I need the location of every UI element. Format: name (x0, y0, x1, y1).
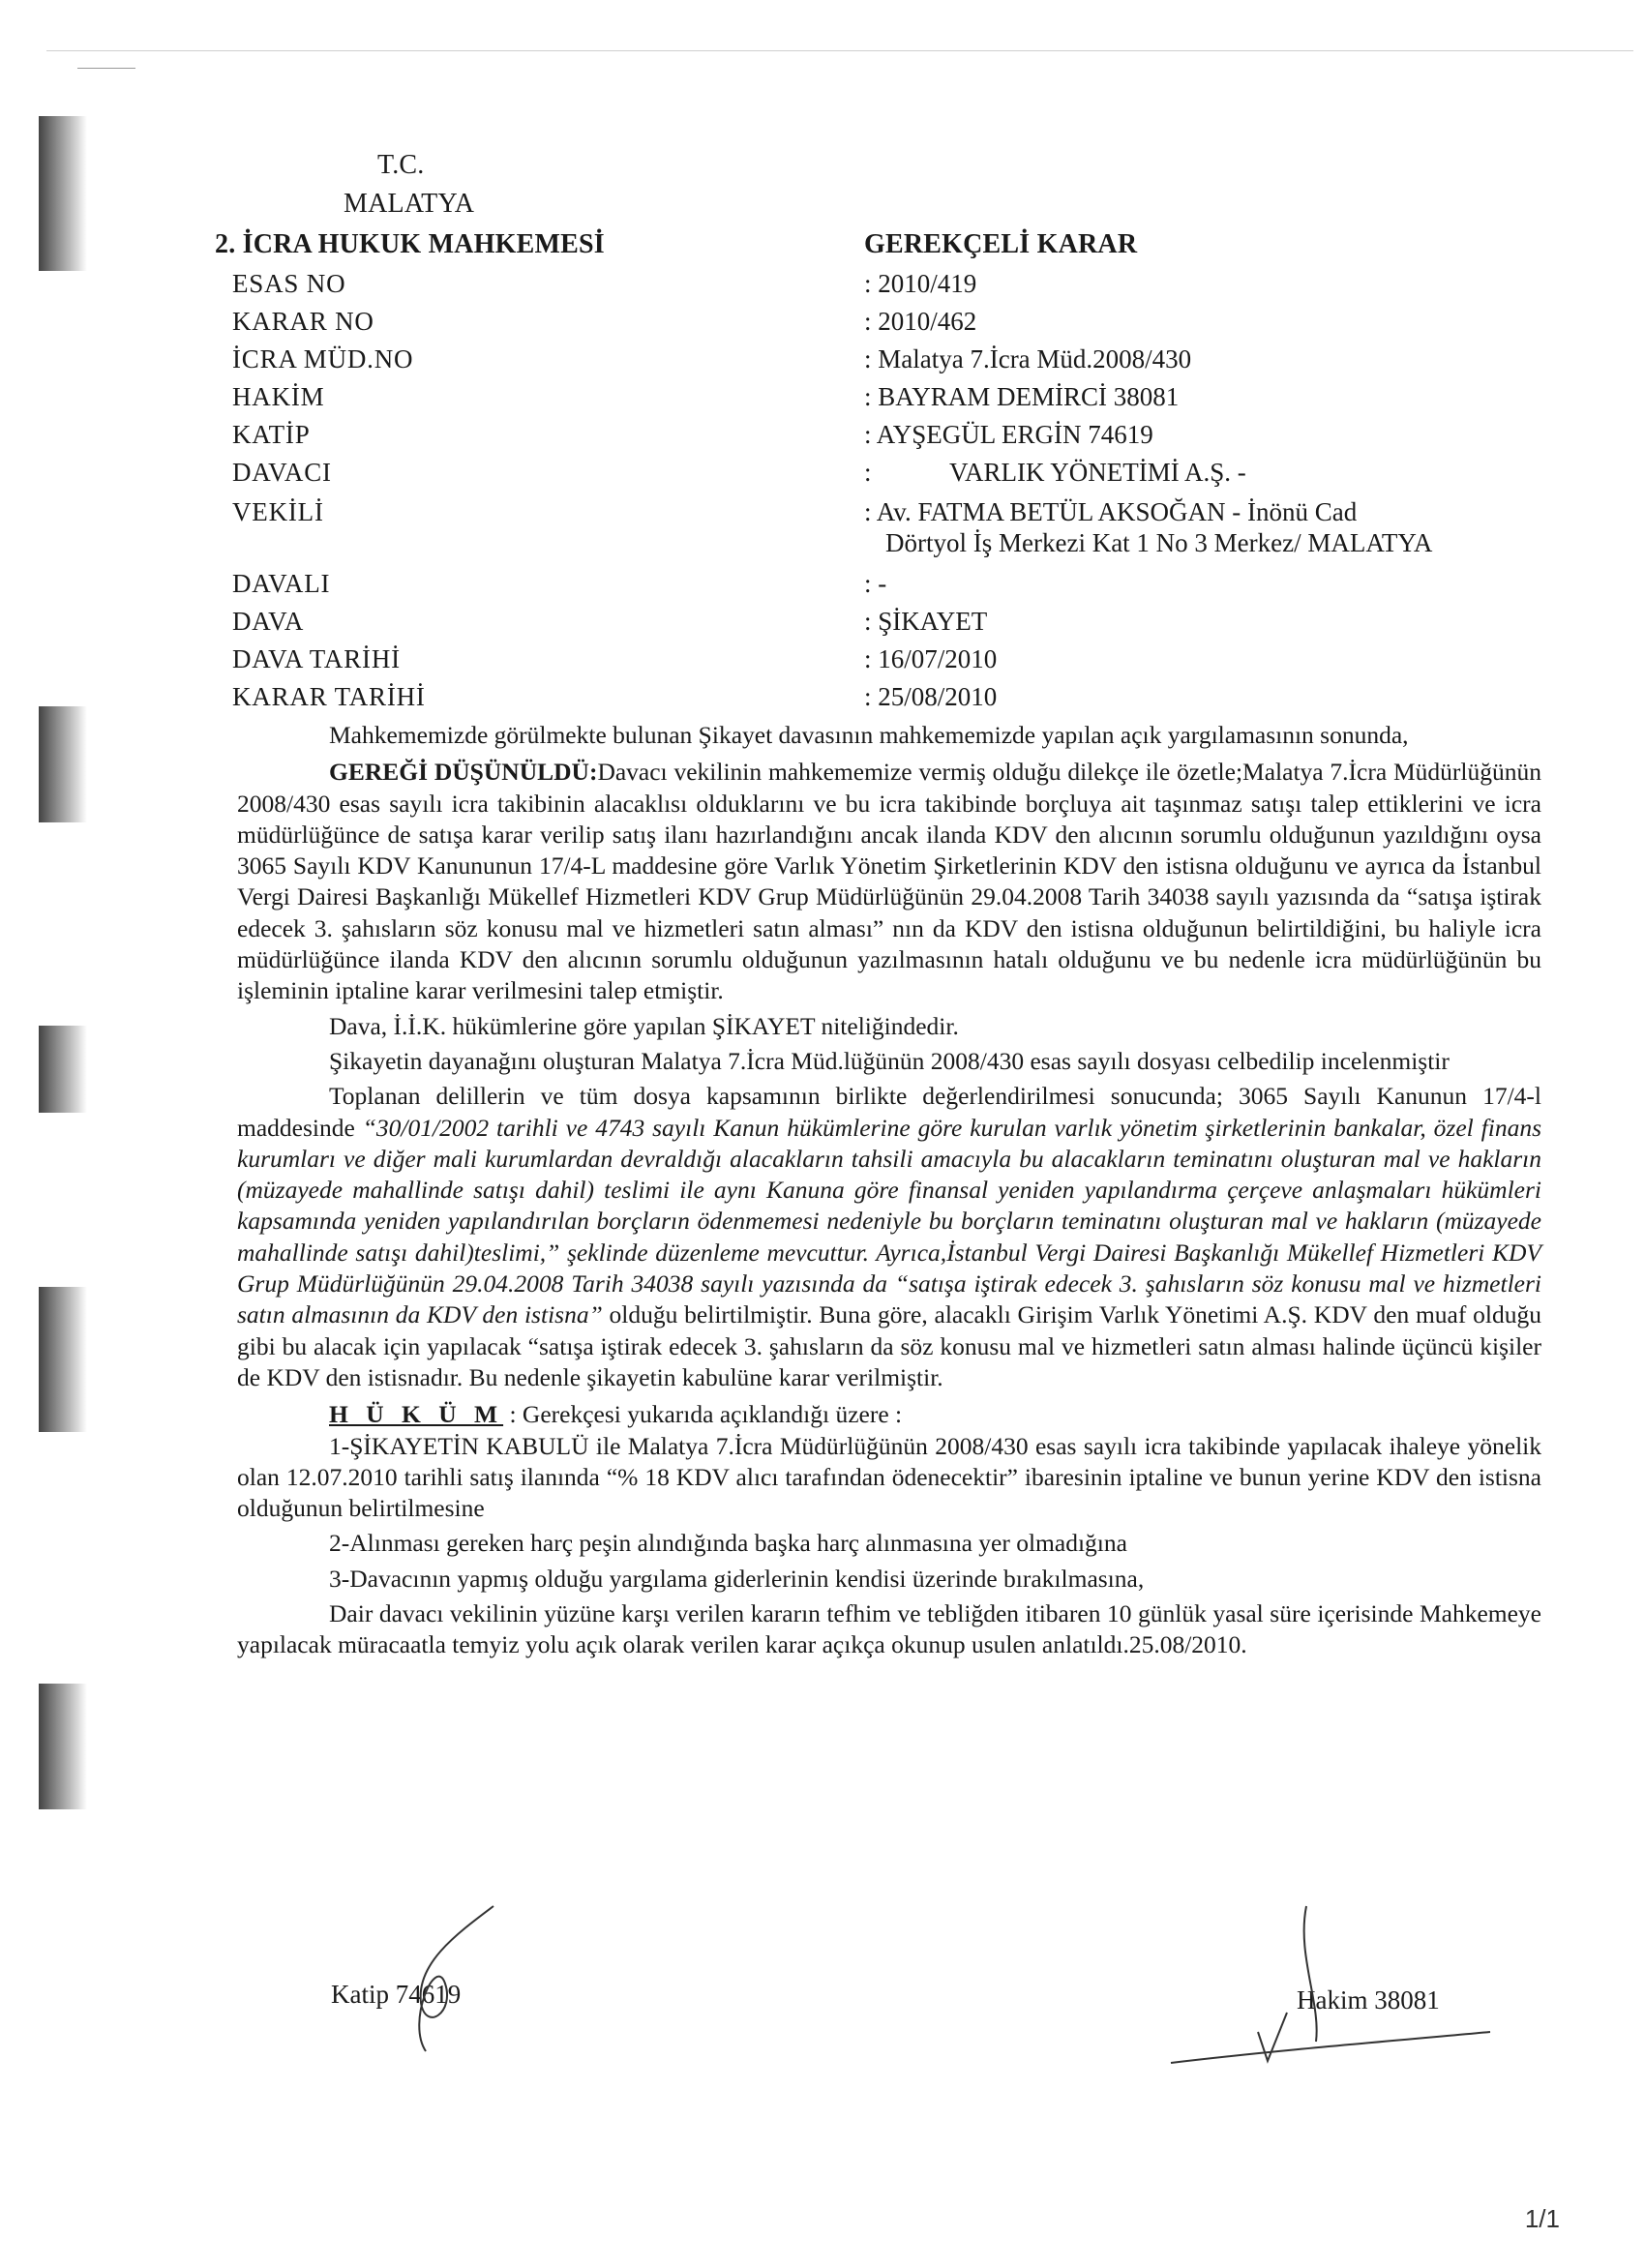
field-value-katip: : AYŞEGÜL ERGİN 74619 (864, 420, 1153, 449)
intro-paragraph: Mahkememizde görülmekte bulunan Şikayet davasının mahkememizde yapılan açık yargılamasının sonunda, (329, 721, 1409, 749)
scan-artifact (39, 116, 87, 271)
dava-paragraph: Dava, İ.İ.K. hükümlerine göre yapılan ŞİKAYET niteliğindedir. (329, 1011, 959, 1040)
field-value-davaci: : VARLIK YÖNETİMİ A.Ş. - (864, 458, 1246, 487)
field-label-karar-no: KARAR NO (232, 307, 374, 336)
toplanan-quote: “30/01/2002 tarihli ve 4743 sayılı Kanun hükümlerine göre kurulan varlık yönetim şirketlerinin bankalar, özel finans kurumları ve diğer mali kurumlardan devraldığı alacakların tahsili amacıyla bu alacakların teminatını oluşturan mal ve hakların (müzayede mahallinde satışı dahil) teslimi ile aynı Kanuna göre finansal yeniden yapılandırma çerçeve anlaşmaları hükümleri kapsamında yeniden yapılandırılan borçların ödenmemesi nedeniyle bu borçların teminatını oluşturan mal ve hakların (müzayede mahallinde satışı dahil)teslimi,” şeklinde düzenleme mevcuttur. Ayrıca,İstanbul Vergi Dairesi Başkanlığı Mükellef Hizmetleri KDV Grup Müdürlüğünün 29.04.2008 Tarih 34038 sayılı yazısında da “satışa iştirak edecek 3. şahısların söz konusu mal ve hizmetleri satın almasının da KDV den istisna” (237, 1113, 1541, 1329)
gerekce-paragraph (237, 757, 1541, 1006)
document-title: GEREKÇELİ KARAR (864, 229, 1138, 259)
field-value-davali: : - (864, 569, 887, 598)
field-label-dava: DAVA (232, 607, 305, 636)
katip-signature-label: Katip 74619 (331, 1980, 462, 2009)
scan-artifact (39, 1684, 87, 1809)
toplanan-paragraph (237, 1081, 1541, 1393)
sikayet-paragraph: Şikayetin dayanağını oluşturan Malatya 7.İcra Müd.lüğünün 2008/430 esas sayılı dosyası celbedilip incelenmiştir (329, 1046, 1450, 1075)
field-value-esas-no: : 2010/419 (864, 269, 977, 298)
scan-edge-mark (77, 68, 135, 69)
hukum-title: H Ü K Ü M (329, 1400, 504, 1429)
field-label-karar-tarihi: KARAR TARİHİ (232, 682, 426, 711)
field-label-vekili: VEKİLİ (232, 497, 324, 526)
toplanan-text-start: Toplanan delillerin ve tüm dosya kapsamının birlikte değerlendirilmesi sonucunda; 3065 Sayılı Kanunun 17/4-l maddesinde (237, 1082, 1541, 1142)
field-label-davali: DAVALI (232, 569, 331, 598)
hukum-text: : Gerekçesi yukarıda açıklandığı üzere : (503, 1400, 903, 1429)
field-label-esas-no: ESAS NO (232, 269, 346, 298)
header-country: T.C. (377, 150, 425, 180)
field-label-icra-mud-no: İCRA MÜD.NO (232, 344, 414, 373)
scan-edge-line (46, 50, 1633, 51)
scan-artifact (39, 706, 87, 822)
gerekce-text: Davacı vekilinin mahkememize vermiş olduğu dilekçe ile özetle;Malatya 7.İcra Müdürlüğünün 2008/430 esas sayılı icra takibinin alacaklısı olduklarını ve bu icra takibinde borçluya ait taşınmaz satışı talep ettiklerini ve icra müdürlüğünce de satışa karar verilip satış ilanı hazırlandığını ancak ilanda KDV den alıcının sorumlu olduğunun yazıldığını oysa 3065 Sayılı KDV Kanununun 17/4-L maddesine göre Varlık Yönetim Şirketlerinin KDV den istisna olduğunu ve ayrıca da İstanbul Vergi Dairesi Başkanlığı Mükellef Hizmetleri KDV Grup Müdürlüğünün 29.04.2008 Tarih 34038 sayılı yazısında da “satışa iştirak edecek 3. şahısların söz konusu mal ve hizmetleri satın alması” nın da KDV den istisna olduğunun belirtildiğini, bu haliyle icra müdürlüğünce ilanda KDV den alıcının sorumlu olduğunun yazılmasının hatalı olduğunu ve bu nedenle icra müdürlüğünün bu işleminin iptaline karar verilmesini talep etmiştir. (237, 758, 1541, 1005)
field-value-dava-tarihi: : 16/07/2010 (864, 644, 998, 673)
field-value-dava: : ŞİKAYET (864, 607, 988, 636)
closing-paragraph: Dair davacı vekilinin yüzüne karşı verilen kararın tefhim ve tebliğden itibaren 10 günlük yasal süre içerisinde Mahkemeye yapılacak müracaatla temyiz yolu açık olarak verilen karar açıkça okunup usulen anlatıldı.25.08/2010. (237, 1599, 1541, 1659)
toplanan-text-end: olduğu belirtilmiştir. Buna göre, alacaklı Girişim Varlık Yönetimi A.Ş. KDV den muaf olduğu gibi bu alacak için yapılacak “satışa iştirak edecek 3. şahısların da söz konusu mal ve hizmetleri satın alması halinde üçüncü kişiler de KDV den istisnadır. Bu nedenle şikayetin kabulüne karar verilmiştir. (237, 1300, 1541, 1391)
hukum-item-3: 3-Davacının yapmış olduğu yargılama giderlerinin kendisi üzerinde bırakılmasına, (329, 1564, 1145, 1593)
field-value-vekili: : Av. FATMA BETÜL AKSOĞAN - İnönü Cad (864, 497, 1358, 526)
hukum-item-1: 1-ŞİKAYETİN KABULÜ ile Malatya 7.İcra Müdürlüğünün 2008/430 esas sayılı icra takibinde yapılacak ihaleye yönelik olan 12.07.2010 tarihli satış ilanında “% 18 KDV alıcı tarafından ödenecektir” ibaresinin iptaline ve bunun yerine KDV den istisna olduğunun belirtilmesine (237, 1431, 1541, 1523)
field-label-dava-tarihi: DAVA TARİHİ (232, 644, 401, 673)
field-value-vekili-address: Dörtyol İş Merkezi Kat 1 No 3 Merkez/ MALATYA (885, 528, 1433, 557)
decision-body (237, 720, 1541, 1661)
field-value-hakim: : BAYRAM DEMİRCİ 38081 (864, 382, 1180, 411)
katip-signature (387, 1896, 523, 2061)
field-label-katip: KATİP (232, 420, 311, 449)
page-number: 1/1 (1524, 2204, 1560, 2233)
header-court: 2. İCRA HUKUK MAHKEMESİ (215, 229, 605, 259)
header-city: MALATYA (344, 189, 475, 219)
field-value-karar-tarihi: : 25/08/2010 (864, 682, 998, 711)
field-label-hakim: HAKİM (232, 382, 325, 411)
hakim-signature (1152, 1896, 1500, 2080)
field-value-karar-no: : 2010/462 (864, 307, 977, 336)
scan-artifact (39, 1287, 87, 1432)
field-label-davaci: DAVACI (232, 458, 332, 487)
hakim-signature-label: Hakim 38081 (1297, 1985, 1440, 2014)
hukum-paragraph (237, 1399, 1541, 1430)
gerekce-label: GEREĞİ DÜŞÜNÜLDÜ: (329, 758, 598, 787)
hukum-item-2: 2-Alınması gereken harç peşin alındığında başka harç alınmasına yer olmadığına (329, 1529, 1127, 1558)
scan-artifact (39, 1026, 87, 1113)
field-value-icra-mud-no: : Malatya 7.İcra Müd.2008/430 (864, 344, 1192, 373)
